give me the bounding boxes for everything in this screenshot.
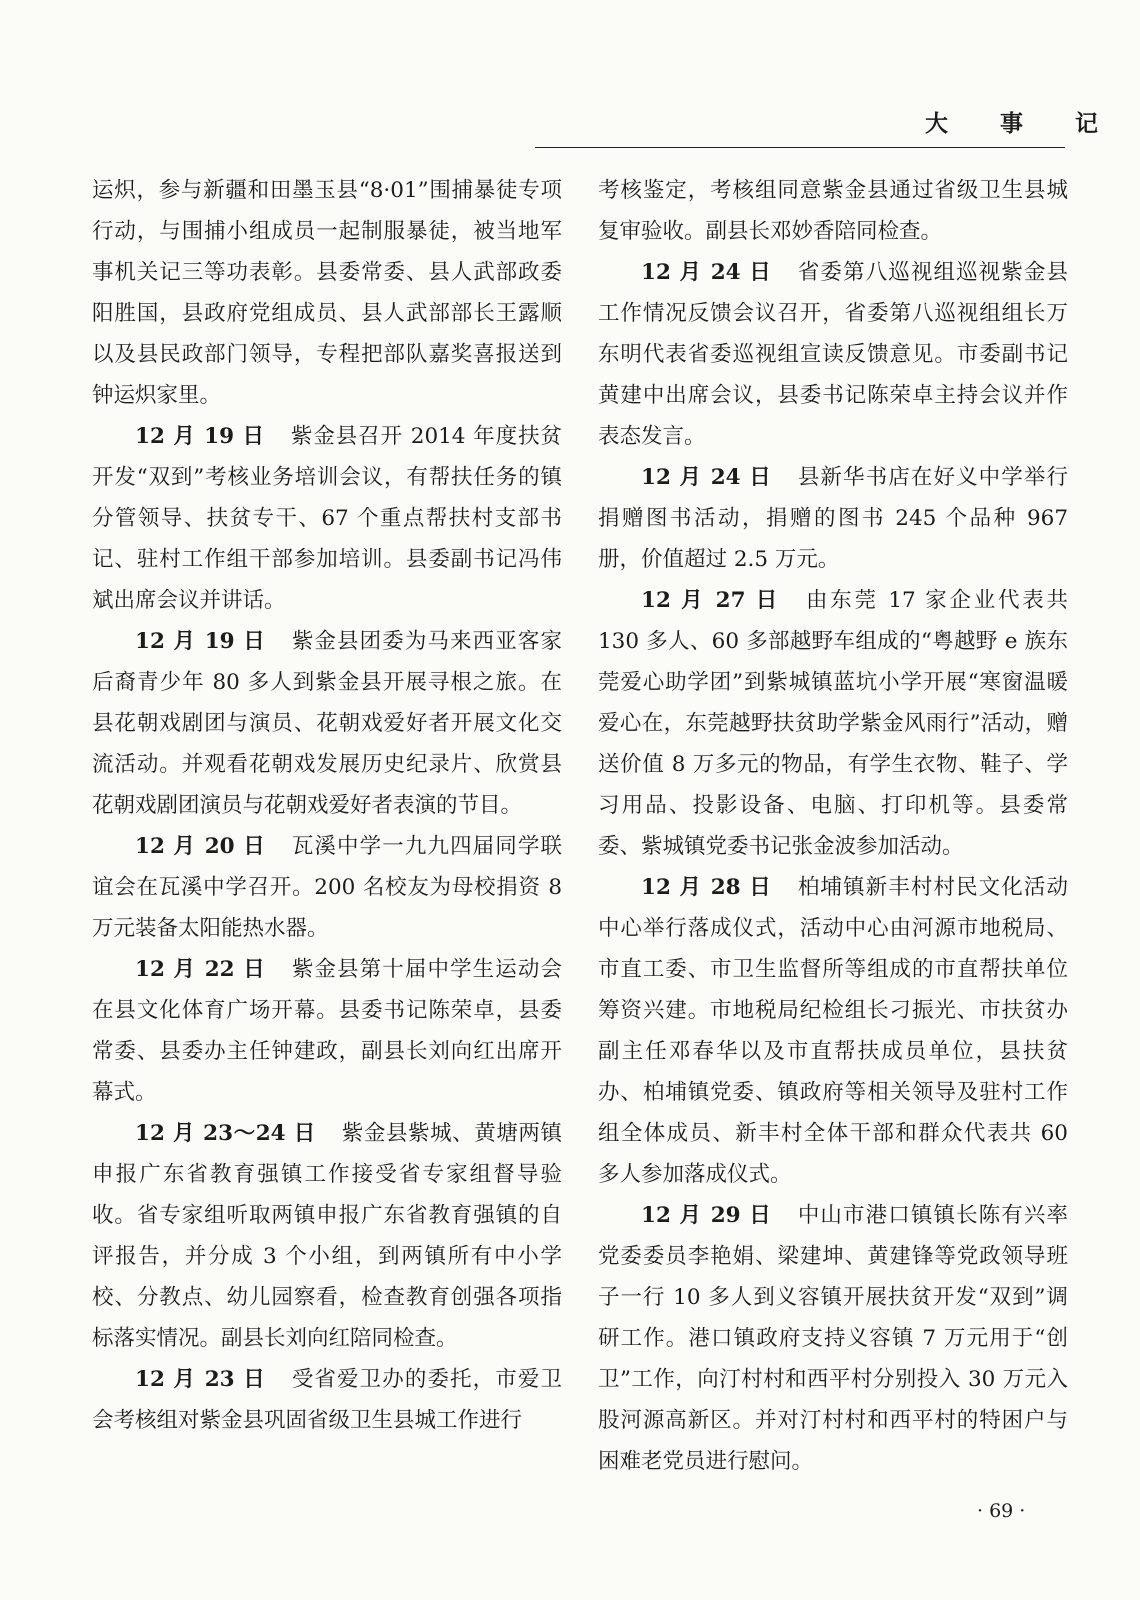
entry-date: 12 月 24 日 (641, 260, 772, 285)
entry-text: 柏埔镇新丰村村民文化活动中心举行落成仪式，活动中心由河源市地税局、市直工委、市卫生监督所等组成的市直帮扶单位筹资兴建。市地税局纪检组长刁振光、市扶贫办副主任邓春华以及市直帮扶成员单位，县扶贫办、柏埔镇党委、镇政府等相关领导及驻村工作组全体成员、新丰村全体干部和群众代表共 60 多人参加落成仪式。 (598, 875, 1068, 1187)
entry-date: 12 月 20 日 (135, 834, 266, 859)
entry-text: 受省爱卫办的委托，市爱卫会考核组对紫金县巩固省级卫生县城工作进行 (92, 1367, 562, 1433)
left-column (92, 170, 562, 1441)
entry-date: 12 月 23～24 日 (135, 1121, 316, 1146)
event-entry (92, 416, 562, 621)
event-entry (598, 252, 1068, 457)
entry-text: 中山市港口镇镇长陈有兴率党委委员李艳娟、梁建坤、黄建锋等党政领导班子一行 10 多人到义容镇开展扶贫开发“双到”调研工作。港口镇政府支持义容镇 7 万元用于“创卫”工作，向汀村村和西平村分别投入 30 万元入股河源高新区。并对汀村村和西平村的特困户与困难老党员进行慰问。 (598, 1203, 1068, 1474)
event-entry (92, 621, 562, 826)
entry-text: 考核鉴定，考核组同意紫金县通过省级卫生县城复审验收。副县长邓妙香陪同检查。 (598, 178, 1068, 244)
paragraph-continuation (92, 170, 562, 416)
event-entry (92, 826, 562, 949)
section-title: 大 事 记 (925, 110, 1121, 137)
page-number: · 69 · (977, 1500, 1026, 1522)
event-entry (92, 1113, 562, 1359)
entry-date: 12 月 19 日 (135, 424, 265, 449)
entry-text: 省委第八巡视组巡视紫金县工作情况反馈会议召开，省委第八巡视组组长万东明代表省委巡视组宣读反馈意见。市委副书记黄建中出席会议，县委书记陈荣卓主持会议并作表态发言。 (598, 260, 1068, 449)
entry-text: 由东莞 17 家企业代表共 130 多人、60 多部越野车组成的“粤越野 e 族东莞爱心助学团”到紫城镇蓝坑小学开展“寒窗温暖爱心在，东莞越野扶贫助学紫金风雨行”活动，赠送价值 8 万多元的物品，有学生衣物、鞋子、学习用品、投影设备、电脑、打印机等。县委常委、紫城镇党委书记张金波参加活动。 (598, 588, 1069, 859)
entry-text: 县新华书店在好义中学举行捐赠图书活动，捐赠的图书 245 个品种 967 册，价值超过 2.5 万元。 (598, 465, 1068, 572)
right-column (598, 170, 1068, 1482)
entry-date: 12 月 27 日 (641, 588, 781, 613)
entry-date: 12 月 23 日 (135, 1367, 266, 1392)
entry-date: 12 月 29 日 (641, 1203, 772, 1228)
entry-text: 紫金县第十届中学生运动会在县文化体育广场开幕。县委书记陈荣卓，县委常委、县委办主任钟建政，副县长刘向红出席开幕式。 (92, 957, 562, 1105)
event-entry (598, 457, 1068, 580)
event-entry (598, 1195, 1068, 1482)
entry-text: 紫金县召开 2014 年度扶贫开发“双到”考核业务培训会议，有帮扶任务的镇分管领导、扶贫专干、67 个重点帮扶村支部书记、驻村工作组干部参加培训。县委副书记冯伟斌出席会议并讲话。 (92, 424, 562, 613)
entry-text: 紫金县紫城、黄塘两镇申报广东省教育强镇工作接受省专家组督导验收。省专家组听取两镇申报广东省教育强镇的自评报告，并分成 3 个小组，到两镇所有中小学校、分教点、幼儿园察看，检查教育创强各项指标落实情况。副县长刘向红陪同检查。 (92, 1121, 562, 1351)
entry-date: 12 月 24 日 (641, 465, 772, 490)
event-entry (598, 580, 1068, 867)
entry-text: 紫金县团委为马来西亚客家后裔青少年 80 多人到紫金县开展寻根之旅。在县花朝戏剧团与演员、花朝戏爱好者开展文化交流活动。并观看花朝戏发展历史纪录片、欣赏县花朝戏剧团演员与花朝戏爱好者表演的节目。 (92, 629, 562, 818)
entry-text: 瓦溪中学一九九四届同学联谊会在瓦溪中学召开。200 名校友为母校捐资 8 万元装备太阳能热水器。 (92, 834, 562, 941)
entry-date: 12 月 22 日 (135, 957, 266, 982)
event-entry (598, 867, 1068, 1195)
entry-date: 12 月 28 日 (641, 875, 772, 900)
paragraph-continuation (598, 170, 1068, 252)
entry-date: 12 月 19 日 (135, 629, 266, 654)
header-rule (535, 147, 1065, 148)
entry-text: 运炽，参与新疆和田墨玉县“8·01”围捕暴徒专项行动，与围捕小组成员一起制服暴徒，被当地军事机关记三等功表彰。县委常委、县人武部政委阳胜国，县政府党组成员、县人武部部长王露顺以及县民政部门领导，专程把部队嘉奖喜报送到钟运炽家里。 (92, 178, 562, 408)
event-entry (92, 949, 562, 1113)
event-entry (92, 1359, 562, 1441)
